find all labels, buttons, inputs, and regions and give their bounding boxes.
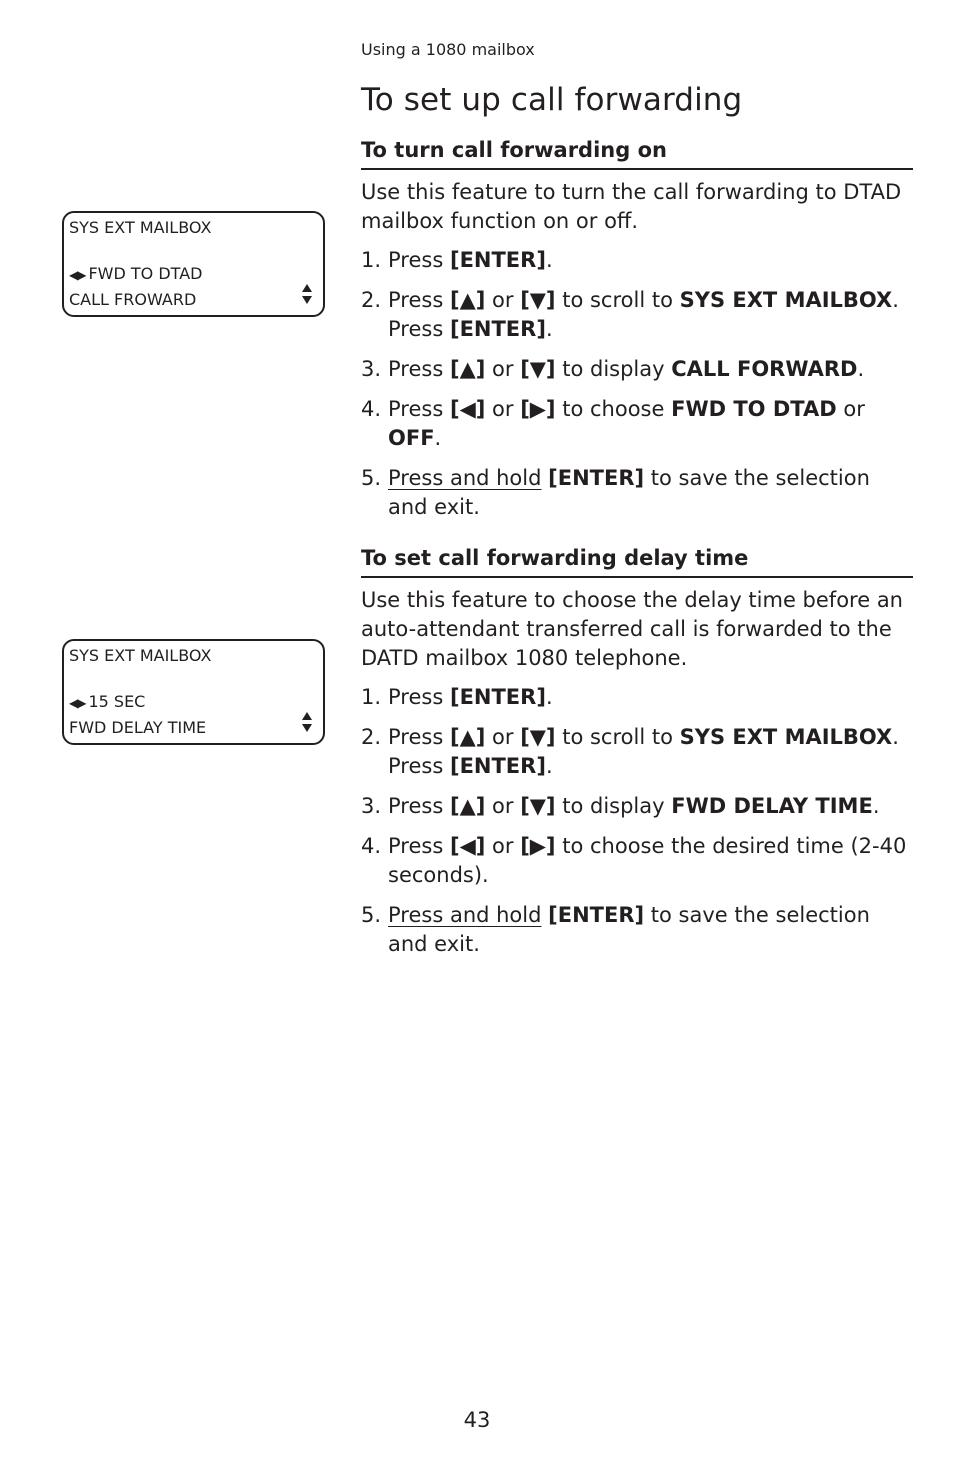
page-title: To set up call forwarding (361, 82, 743, 118)
page-number: 43 (463, 1408, 491, 1432)
lcd-line-2: ◀▶ FWD TO DTAD (69, 264, 203, 283)
section-heading: To turn call forwarding on (361, 136, 913, 170)
step-1: 1. Press [ENTER]. (361, 685, 553, 709)
step-4: 4. Press [◀] or [▶] to choose the desired time (2-40 seconds). (361, 834, 907, 887)
step-3: 3. Press [▲] or [▼] to display FWD DELAY TIME. (361, 794, 880, 818)
section-delay-time (361, 544, 913, 970)
step-2: 2. Press [▲] or [▼] to scroll to SYS EXT MAILBOX. Press [ENTER]. (361, 725, 899, 778)
step-5: 5. Press and hold [ENTER] to save the selection and exit. (361, 903, 870, 956)
section-heading: To set call forwarding delay time (361, 544, 913, 578)
lcd-display-call-forward (62, 211, 325, 317)
up-down-arrows-icon (301, 283, 313, 305)
steps-list (361, 246, 913, 522)
lcd-display-delay-time (62, 639, 325, 745)
left-right-arrows-icon: ◀▶ (69, 268, 86, 282)
running-head: Using a 1080 mailbox (361, 40, 535, 59)
lcd-line-2: ◀▶ 15 SEC (69, 692, 146, 711)
step-2: 2. Press [▲] or [▼] to scroll to SYS EXT MAILBOX. Press [ENTER]. (361, 288, 899, 341)
lcd-line-3: CALL FROWARD (69, 290, 197, 309)
section-intro: Use this feature to choose the delay time before an auto-attendant transferred call is forwarded to the DATD mailbox 1080 telephone. (361, 588, 903, 670)
lcd-line-3: FWD DELAY TIME (69, 718, 207, 737)
step-1: 1. Press [ENTER]. (361, 248, 553, 272)
step-4: 4. Press [◀] or [▶] to choose FWD TO DTAD or OFF. (361, 397, 865, 450)
lcd-line-1: SYS EXT MAILBOX (69, 218, 212, 237)
steps-list (361, 683, 913, 959)
section-intro: Use this feature to turn the call forwarding to DTAD mailbox function on or off. (361, 180, 902, 233)
lcd-line-1: SYS EXT MAILBOX (69, 646, 212, 665)
up-down-arrows-icon (301, 711, 313, 733)
step-5: 5. Press and hold [ENTER] to save the selection and exit. (361, 466, 870, 519)
left-right-arrows-icon: ◀▶ (69, 696, 86, 710)
section-call-forwarding-on (361, 136, 913, 533)
step-3: 3. Press [▲] or [▼] to display CALL FORWARD. (361, 357, 865, 381)
